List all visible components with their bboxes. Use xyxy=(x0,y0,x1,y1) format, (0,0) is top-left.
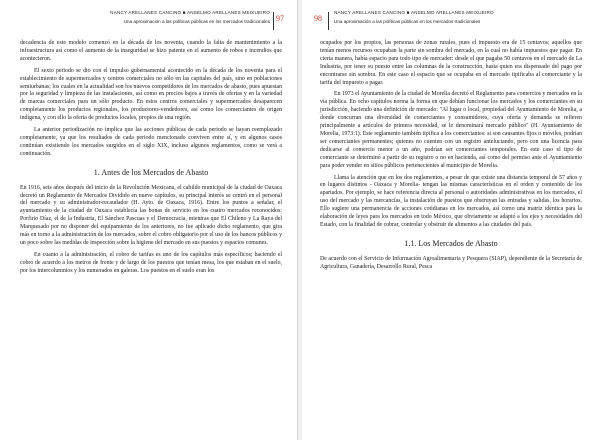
right-header-subtitle: Una aproximación a las políticas públicas en los mercados tradicionales xyxy=(334,19,481,24)
paragraph: decadencia de este modelo comenzó en la década de los noventa, cuando la falta de mantenimiento a la infraestructura así como el aumento de la inseguridad se hizo patente en el aumento de robos e incendios que acontecieron. xyxy=(20,40,282,62)
paragraph: En 1973 el Ayuntamiento de la ciudad de Morelia decretó el Reglamento para comercios y mercados en la vía pública. En ocho capítulos norma la forma en que debían funcionar los mercados y los comerciantes en su jurisdicción, haciendo una definición de mercado: "Al lugar o local, propiedad del Ayuntamiento de Morelia, a donde concurran una diversidad de comerciantes y consumidores, cuya oferta y demanda se refieren principalmente a artículos de primera necesidad, se le denominará mercado público" (H. Ayuntamiento de Morelia, 1973:1). Este reglamento también tipifica a los comerciantes: si son causantes fijos o móviles, podrían ser comerciantes permanentes; quienes no cuenten con un registro anteluciando, pero con una licencia para dedicarse al comercio menor a un año, podrían ser comerciantes temporales. En este caso el tipo de comerciante se determinó a partir de su registro o no en hacienda, así como del permiso ante el Ayuntamiento para poder vender en sitios públicos pertenecientes al municipio de Morelia. xyxy=(320,91,582,169)
left-page-body xyxy=(20,40,282,280)
right-header-divider xyxy=(328,12,329,30)
paragraph: En cuanto a la administración, el cobro de tarifas es uno de los capítulos más específicos; haciendo el cobro de acuerdo a los metros de frente y de largo de los puestos que tenían mesa, los que estaban en el suelo, por los intercolumnios y los numerados en galeras. Los puestos en el suelo eran los xyxy=(20,251,282,274)
left-header-authors: NANCY ARELLANES CANCINO ■ ANSELMO ARELLANES MEIXUEIRO xyxy=(110,10,270,15)
paragraph: De acuerdo con el Servicio de Información Agroalimentaria y Pesquera (SIAP), dependiente de la Secretaría de Agricultura, Ganadería, Desarrollo Rural, Pesca xyxy=(320,255,582,270)
section-title: 1.1. Los Mercados de Abasto xyxy=(404,238,498,248)
right-page xyxy=(302,0,600,440)
section-title: 1. Antes de los Mercados de Abasto xyxy=(93,167,209,177)
left-page-header xyxy=(40,10,290,34)
paragraph: El sexto periodo se dio con el impulso gubernamental acontecido en la década de los noventa para el establecimiento de supermercados y centros comerciales no sólo en las capitales del país, sino en poblaciones semiurbanas; los cuales en la actualidad son los nuevos competidores de los mercados de abasto, pues apuestan por la seguridad y limpieza de las instalaciones, así como en precios bajos a través de ofertas y en la variedad de marcas comerciales para un sólo producto. En estos centros comerciales y supermercados desaparecen completamente los productos regionales, los productores-vendedores, así como los comerciantes de origen indígena, y con ello la oferta de productos locales, propios de una región. xyxy=(20,67,282,122)
paragraph: Llama la atención que en los dos reglamentos, a pesar de que existe una distancia temporal de 57 años y en lugares distintos - Oaxaca y Morelia- tengan las mismas características en el orden y contenido de los apartados. Por ejemplo, se hace referencia directa al personal o autoridades administrativas en los mercados, el uso del mercado y las mercancías, la instalación de puestos que obstruyan las entradas y salidas, los horarios. Ello sugiere una permanencia de acciones cotidianas en los mercados, así como una matriz idéntica para la elaboración de leyes para los mercados en todo México, que obviamente se adaptó a los ejes y necesidades del Estado, con la finalidad de cobrar, controlar y obstruir de alimentos a las ciudades del país. xyxy=(320,174,582,228)
right-page-header xyxy=(314,10,574,34)
paragraph: ocupados por los propios, las personas de zonas rurales, pues el impuesto era de 15 centavos; aquellos que tenían menos recursos ocupaban la parte sin sombra del mercado, en la cual no había impuestos que pagar. En cierta manera, había espacio para todo tipo de mercader: desde el que pagaba 50 centavos en el mercado de La Industria, por tener su puesto entre las columnas de la construcción, hasta quien era dispensado del pago por encontrarse sin sombra. En este caso el espacio que se ocupaba en el mercado tipificaba al comerciante y la tarifa del impuesto a pagar. xyxy=(320,40,582,86)
left-header-subtitle: Una aproximación a las políticas públicas en los mercados tradicionales xyxy=(123,19,270,24)
right-header-authors: NANCY ARELLANES CANCINO ■ ANSELMO ARELLANES MEIXUEIRO xyxy=(334,10,494,15)
paragraph: En 1916, seis años después del inicio de la Revolución Mexicana, el cabildo municipal de la ciudad de Oaxaca decretó un Reglamento de Mercados Dividido en nueve capítulos, su principal interés se centró en el personal del mercado y su administrador-recaudador (H. Ayto. de Oaxaca, 1916). Entre los puntos a señalar, el ayuntamiento de la ciudad de Oaxaca establecía las bonas de servicio en los cuatro mercados reconocidos: Porfirio Díaz, el de la Industria, El Sánchez Pascuas y el Democracia, mientras que El Chileno y La Raya del Marquesado por no disponer del equipamiento de los anteriores, no fue aplicado dicho reglamento, que gira más en torno a la administración de los mercados, sobre el cobro obligatorio por el uso de los bancos públicos y un poco sobre las medidas de inspección sobre la higiene del mercado en sus puestos y espacios comunes. xyxy=(20,184,282,246)
right-page-number: 98 xyxy=(314,14,322,23)
right-page-body xyxy=(320,40,582,276)
left-page-number: 97 xyxy=(276,14,284,23)
paragraph: La anterior periodización no implica que las acciones públicas de cada periodo se hayan reemplazado completamente, ya que los resultados de cada periodo mencionado conviven entre sí, y en algunos casos continúan existiendo los mercados surgidos en el siglo XIX, incluso algunos reglamentos, como se verá a continuación. xyxy=(20,127,282,157)
left-page xyxy=(0,0,298,440)
left-header-divider xyxy=(273,12,274,30)
